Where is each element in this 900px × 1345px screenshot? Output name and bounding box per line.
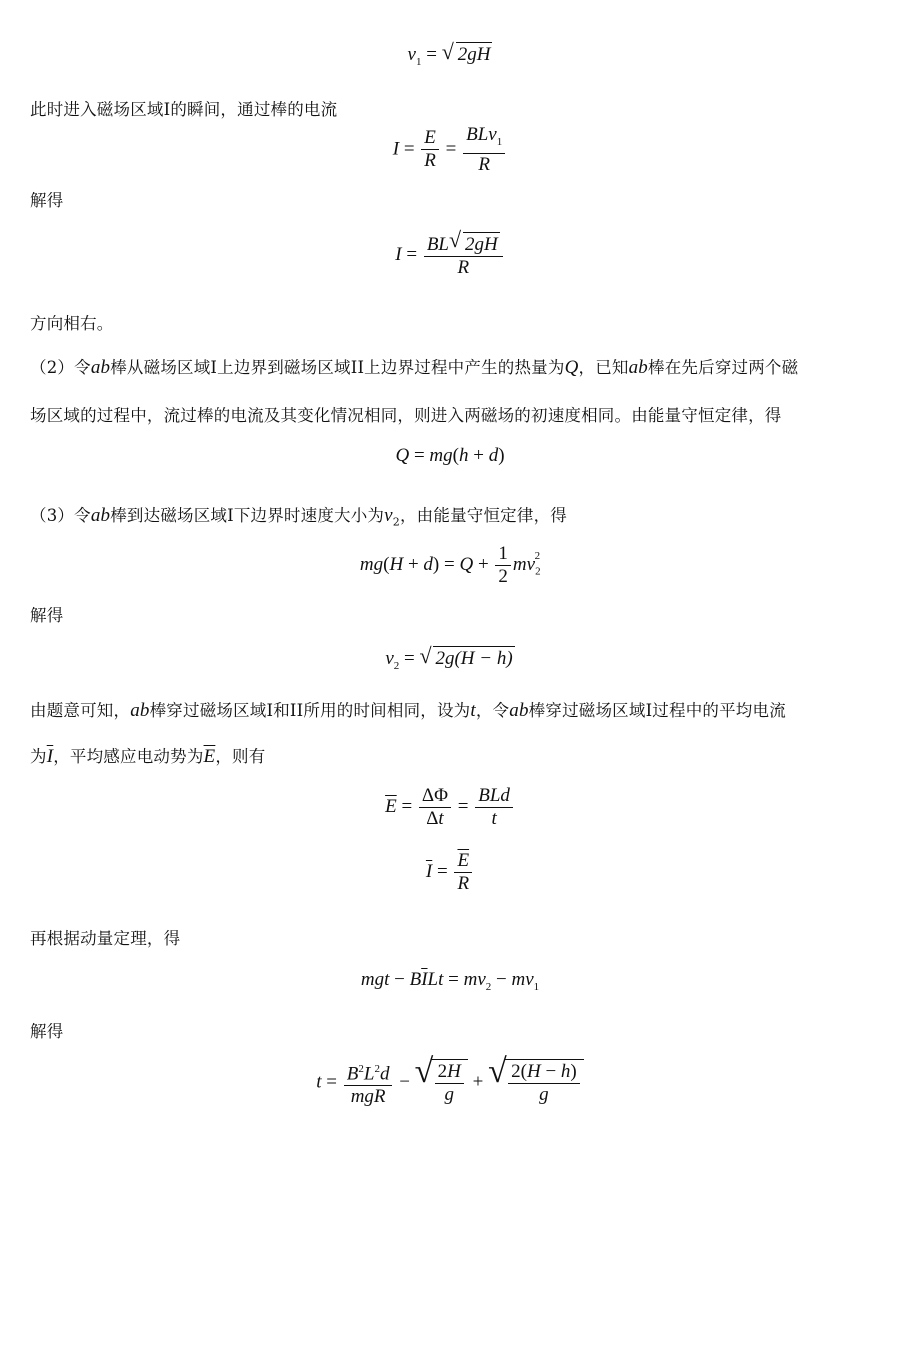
text-line-average: 为$\overline{I}$，平均感应电动势为$\overline{E}$，则有 [30,746,266,767]
equation-time-result: t = $\frac{B^2L^2d}{\text{mgR}}$ − √ $\frac{2H}{g}$ + √ $\frac{2(H - h)}{g}$ [0,1058,900,1108]
text-line-current-intro: 此时进入磁场区域I的瞬间，通过棒的电流 [30,100,338,119]
text-line-time-intro: 由题意可知，ab棒穿过磁场区域I和II所用的时间相同，设为t，令ab棒穿过磁场区域I过程中的平均电流 [30,700,786,721]
text-line-solve-2: 解得 [30,606,64,625]
text-line-direction: 方向相右。 [30,314,114,333]
text-line-part2-cont: 场区域的过程中，流过棒的电流及其变化情况相同，则进入两磁场的初速度相同。由能量守恒定律，得 [30,406,782,425]
equation-v1: $v_1$ = √ 2gH [407,39,491,68]
equation-heat: Q = mg(h + d) [395,445,505,466]
equation-energy: mg(H + d) = Q + $\frac{1}{2}$ $mv_2^2$ [359,543,541,587]
text-line-solve-3: 解得 [30,1022,64,1041]
equation-current-result: I = BL √ 2gH R [0,232,900,279]
equation-momentum: mgt − $B\overline{I}Lt = mv_2 - mv_1$ [360,969,540,993]
text-line-part2: （2）令ab棒从磁场区域I上边界到磁场区域II上边界过程中产生的热量为Q，已知ab棒在先后穿过两个磁 [30,357,799,378]
text-line-solve-1: 解得 [30,191,64,210]
text-line-momentum: 再根据动量定理，得 [30,929,181,948]
equation-average-current: $\overline{I}$ = $\frac{\overline{E}}{R}$ [0,850,900,895]
equation-average-emf: $\overline{E}$ = $\frac{\Delta\Phi}{\Delta t}$ = $\frac{\text{BLd}}{t}$ [0,785,900,830]
text-line-part3: （3）令ab棒到达磁场区域I下边界时速度大小为$v_2$，由能量守恒定律，得 [30,505,567,529]
equation-current: I = $\frac{E}{R}$ = $\frac{BLv_1}{R}$ [0,124,900,176]
equation-v2: $v_2$ = √ 2g(H − h) [385,643,513,672]
